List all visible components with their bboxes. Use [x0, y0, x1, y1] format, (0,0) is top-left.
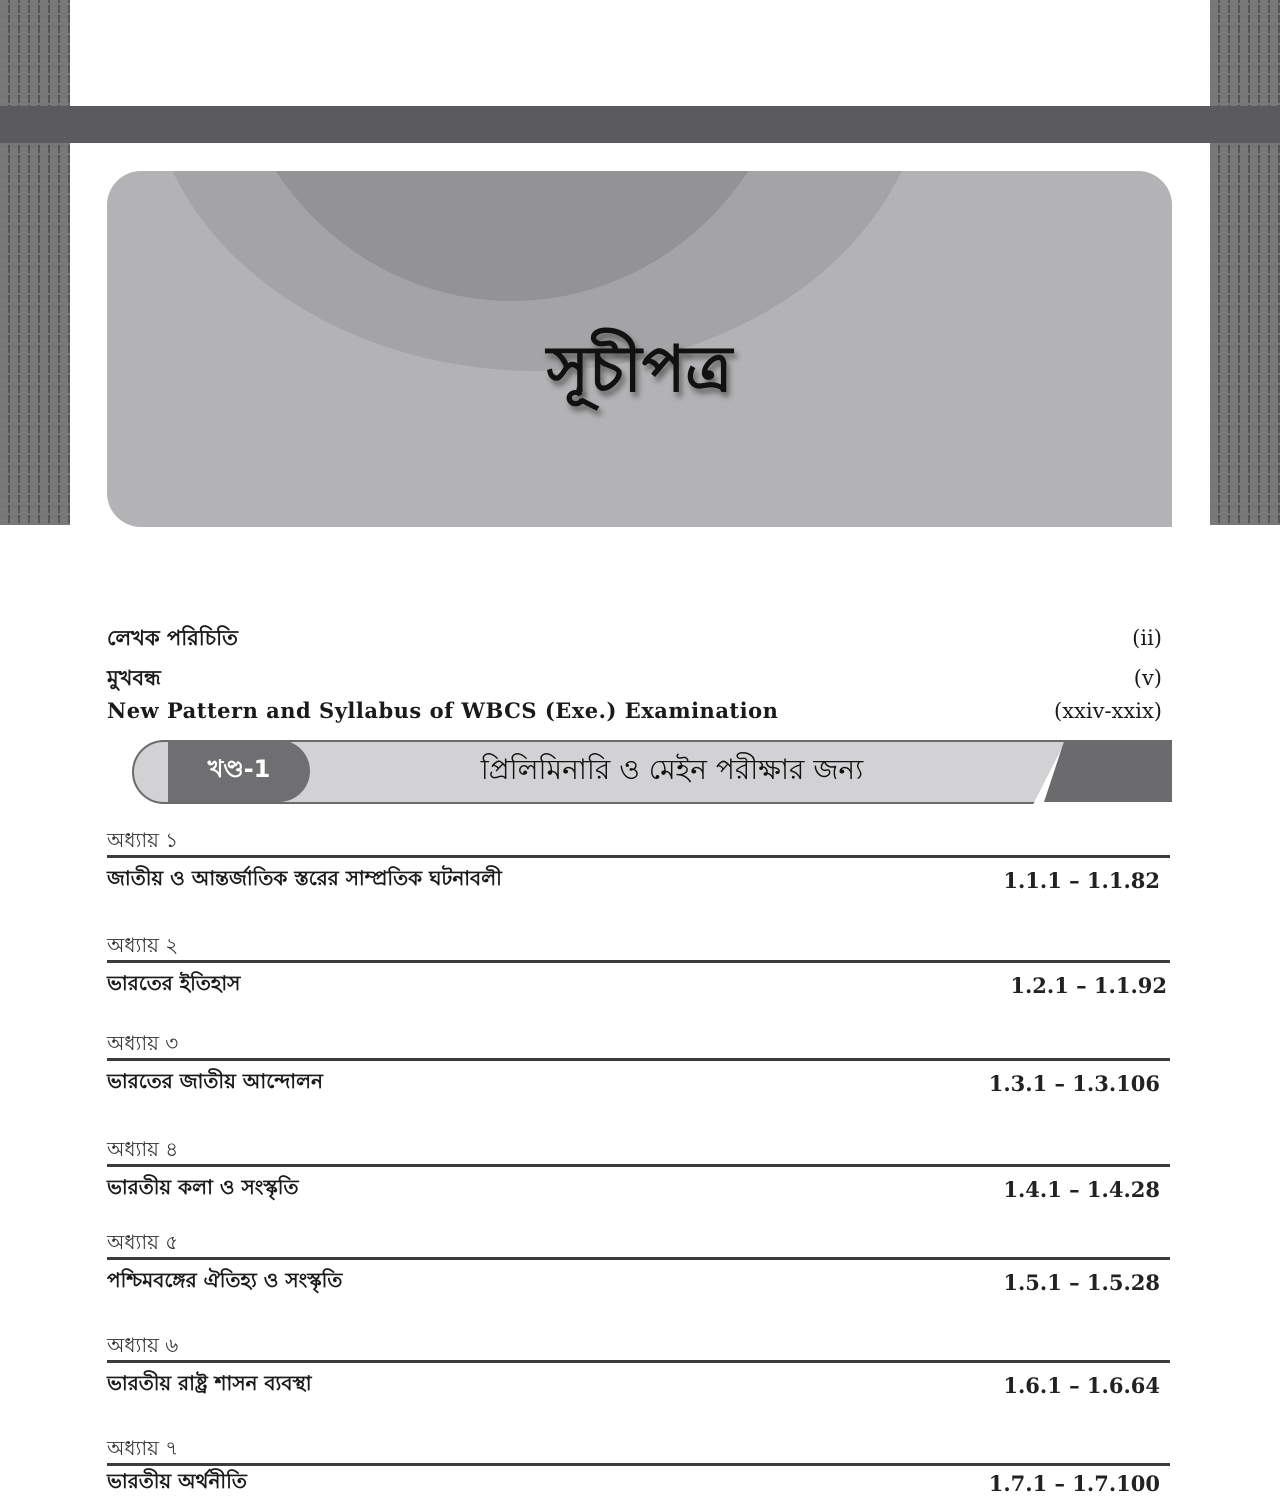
front-matter-pages: (ii) — [1132, 626, 1162, 650]
front-matter-pages: (xxiv-xxix) — [1054, 699, 1162, 723]
section-banner — [132, 740, 1172, 802]
chapter-pages: 1.4.1 – 1.4.28 — [1003, 1176, 1160, 1202]
title-panel — [107, 171, 1172, 527]
chapter-pages: 1.2.1 – 1.1.92 — [1010, 972, 1167, 998]
chapter-pages: 1.7.1 – 1.7.100 — [988, 1470, 1160, 1496]
front-matter-title: মুখবন্ধ — [107, 666, 161, 690]
section-banner-accent — [1044, 740, 1172, 802]
front-matter-entry[interactable] — [107, 662, 1162, 697]
section-label: খণ্ড-1 — [168, 740, 310, 802]
chapter-entry[interactable] — [107, 1331, 1170, 1407]
chapter-label: অধ্যায় ২ — [107, 933, 179, 957]
front-matter-title: New Pattern and Syllabus of WBCS (Exe.) Examination — [107, 698, 779, 723]
chapter-entry[interactable] — [107, 1135, 1170, 1211]
chapter-entry[interactable] — [107, 931, 1170, 1007]
chapter-label: অধ্যায় ৪ — [107, 1137, 179, 1161]
chapter-title: জাতীয় ও আন্তর্জাতিক স্তরের সাম্প্রতিক ঘটনাবলী — [107, 865, 502, 890]
chapter-title: ভারতের জাতীয় আন্দোলন — [107, 1068, 323, 1093]
chapter-label: অধ্যায় ১ — [107, 828, 179, 852]
header-bar — [0, 106, 1280, 143]
front-matter-entry[interactable] — [107, 698, 1162, 723]
chapter-pages: 1.3.1 – 1.3.106 — [988, 1070, 1160, 1096]
chapter-pages: 1.5.1 – 1.5.28 — [1003, 1269, 1160, 1295]
chapter-title: ভারতীয় কলা ও সংস্কৃতি — [107, 1174, 299, 1199]
chapter-title: ভারতের ইতিহাস — [107, 970, 241, 995]
chapter-pages: 1.1.1 – 1.1.82 — [1003, 867, 1160, 893]
front-matter-title: লেখক পরিচিতি — [107, 626, 238, 650]
chapter-entry[interactable] — [107, 1228, 1170, 1304]
chapter-title: ভারতীয় রাষ্ট্র শাসন ব্যবস্থা — [107, 1370, 312, 1395]
chapter-entry[interactable] — [107, 1029, 1170, 1105]
left-decorative-pattern — [0, 0, 70, 525]
chapter-label: অধ্যায় ৫ — [107, 1230, 179, 1254]
chapter-entry[interactable] — [107, 1434, 1170, 1500]
chapter-label: অধ্যায় ৬ — [107, 1333, 179, 1357]
chapter-label: অধ্যায় ৭ — [107, 1436, 179, 1460]
chapter-pages: 1.6.1 – 1.6.64 — [1003, 1372, 1160, 1398]
front-matter-entry[interactable] — [107, 622, 1162, 657]
right-decorative-pattern — [1210, 0, 1280, 525]
front-matter-pages: (v) — [1133, 666, 1162, 690]
chapter-title: পশ্চিমবঙ্গের ঐতিহ্য ও সংস্কৃতি — [107, 1267, 343, 1292]
chapter-title: ভারতীয় অর্থনীতি — [107, 1468, 247, 1493]
chapter-entry[interactable] — [107, 826, 1170, 902]
chapter-label: অধ্যায় ৩ — [107, 1031, 179, 1055]
section-title: প্রিলিমিনারি ও মেইন পরীক্ষার জন্য — [480, 752, 864, 786]
page-title: সূচীপত্র — [546, 333, 733, 407]
